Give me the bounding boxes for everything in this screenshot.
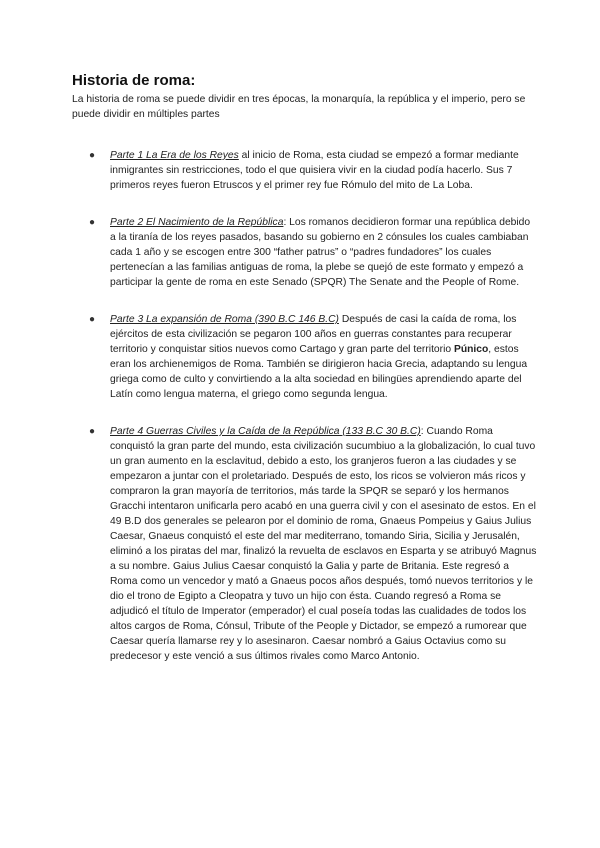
part-text: : Cuando Roma conquistó la gran parte del mundo, esta civilización sucumbiuo a la globalización, lo cual tuvo un gran aumento en la esclavitud, debido a esto, los granjeros fueron a las ciudades y se empezaron a juntar con el proletariado. Después de esto, los ricos se volvieron más ricos y compraron la gran mayoría de territorios, más tarde la SPQR se separó y los hermanos Gracchi intentaron unificarla pero acabó en una guerra civil y con el asesinato de estos. En el 49 B.D dos generales se pelearon por el dominio de roma, Gnaeus Pompeius y Gaius Julius Caesar, Gnaeus conquistó el este del mar mediterrano, tomando Siria, Sicilia y Jerusalén, eliminó a los piratas del mar, finalizó la revuelta de esclavos en Esparta y se atribuyó Magnus a su nombre. Gaius Julius Caesar conquistó la Galia y parte de Britania. Este regresó a Roma como un vencedor y mató a Gnaeus pocos años después, tomó nuevos territorios y le dio el trono de Egipto a Cleopatra y tuvo un hijo con ésta. Cuando regresó a Roma se adjudicó el título de Imperator (emperador) el cual poseía todas las cualidades de todos los altos cargos de Roma, Cónsul, Tribute of the People y Dictador, se empezó a rumorear que Caesar quería llamarse rey y lo asesinaron. Caesar nombró a Gaius Octavius como su predecesor y este venció a sus últimos rivales como Marco Antonio. xyxy=(110,426,537,662)
part-text: , estos eran los archienemigos de Roma. También se dirigieron hacia Grecia, adaptando su lengua griega como de culto y convirtiendo a la alta sociedad en bilingües aprendiendo aparte del Latín como lengua materna, el griego como segunda lengua. xyxy=(110,344,528,400)
list-item xyxy=(72,424,538,664)
part-bold-term: Púnico xyxy=(453,344,489,355)
list-item xyxy=(72,312,538,402)
part-text: Después de casi la caída de roma, los ejércitos de esta civilización se pegaron 100 años en guerras constantes para recuperar territorio y conquistar sitios nuevos como Cartago y gran parte del territorio xyxy=(110,314,517,355)
part-title: Parte 4 Guerras Civiles y la Caída de la República (133 B.C 30 B.C) xyxy=(110,426,421,437)
part-text: al inicio de Roma, esta ciudad se empezó a formar mediante inmigrantes sin restricciones, todo el que quisiera vivir en la ciudad podía hacerlo. Sus 7 primeros reyes fueron Etruscos y el primer rey fue Rómulo del mito de La Loba. xyxy=(110,150,519,191)
document-title: Historia de roma: xyxy=(72,72,196,89)
document-page xyxy=(72,72,538,664)
parts-list xyxy=(72,148,538,664)
list-item xyxy=(72,148,538,193)
intro-paragraph: La historia de roma se puede dividir en tres épocas, la monarquía, la república y el imperio, pero se puede dividir en múltiples partes xyxy=(72,94,526,120)
bullet-icon: ● xyxy=(89,314,96,325)
part-title: Parte 3 La expansión de Roma (390 B.C 146 B.C) xyxy=(110,314,339,325)
bullet-icon: ● xyxy=(89,217,96,228)
part-text: : Los romanos decidieron formar una república debido a la tiranía de los reyes pasados, basando su gobierno en 2 cónsules los cuales cambiaban cada 1 año y se escogen entre 300 “father patrus” o “padres fundadores” los cuales pertenecían a las familias antiguas de roma, la plebe se quejó de este formato y empezó a participar la gente de roma en este Senado (SPQR) The Senate and the People of Rome. xyxy=(110,217,531,288)
bullet-icon: ● xyxy=(89,150,96,161)
part-title: Parte 2 El Nacimiento de la República xyxy=(110,217,284,228)
list-item xyxy=(72,215,538,290)
bullet-icon: ● xyxy=(89,426,96,437)
part-title: Parte 1 La Era de los Reyes xyxy=(110,150,239,161)
